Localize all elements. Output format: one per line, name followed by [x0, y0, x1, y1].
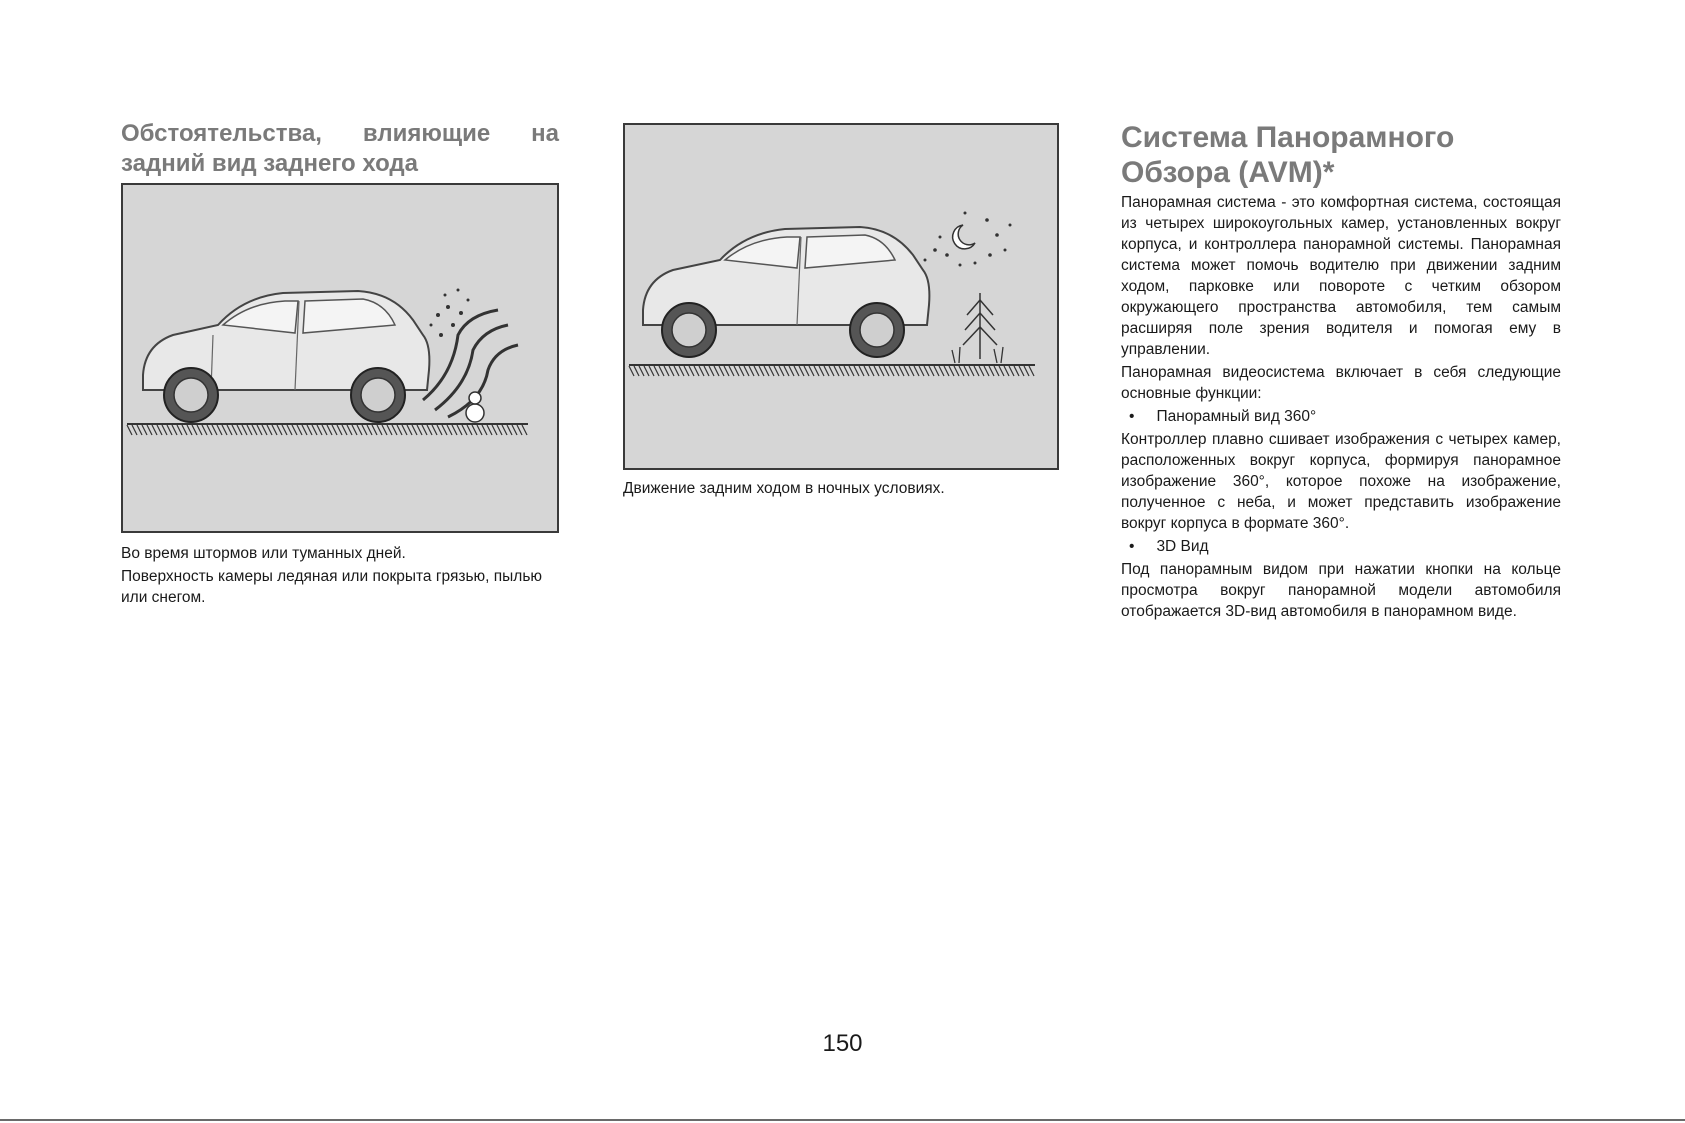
caption-storm: Во время штормов или туманных дней.	[121, 545, 406, 562]
snow-particles-icon	[430, 289, 470, 338]
caption-camera-surface: Поверхность камеры ледяная или покрыта грязью, пылью или снегом.	[121, 568, 543, 606]
section-heading-avm	[1121, 120, 1454, 190]
heading-word: влияющие	[362, 120, 491, 147]
moon-icon	[953, 225, 975, 249]
heading-word: Обстоятельства,	[121, 120, 322, 147]
car-icon	[643, 227, 929, 357]
paragraph: Контроллер плавно сшивает изображения с четырех камер, расположенных вокруг корпуса, формируя панорамное изображение 360°, которое похоже на изображение, полученное с неба, и может представить изображение вокруг корпуса в формате 360°.	[1121, 431, 1561, 532]
figure-storm-fog	[121, 183, 559, 533]
bottom-rule	[0, 1119, 1685, 1121]
paragraph: Панорамная видеосистема включает в себя следующие основные функции:	[1121, 364, 1561, 402]
avm-body-text	[1121, 192, 1561, 622]
section-heading-left	[121, 119, 559, 179]
car-icon	[143, 291, 429, 422]
bullet-text: Панорамный вид 360°	[1156, 408, 1317, 425]
paragraph: Под панорамным видом при нажатии кнопки на кольце просмотра вокруг панорамной модели автомобиля отображается 3D-вид автомобиля в панорамном виде.	[1121, 561, 1561, 620]
car-at-night-illustration	[625, 125, 1057, 468]
heading-line-2: задний вид заднего хода	[121, 150, 418, 177]
bullet-marker: •	[1129, 408, 1135, 425]
bullet-item	[1121, 536, 1561, 557]
heading-line-2: Обзора (AVM)*	[1121, 156, 1335, 189]
stars-icon	[924, 212, 1012, 267]
snowman-icon	[466, 392, 484, 422]
bullet-text: 3D Вид	[1156, 538, 1209, 555]
bullet-item	[1121, 406, 1561, 427]
tree-icon	[963, 293, 997, 359]
heading-line-1: Система Панорамного	[1121, 121, 1455, 154]
heading-word: на	[531, 120, 559, 147]
bullet-marker: •	[1129, 538, 1135, 555]
grass-icon	[952, 347, 1003, 363]
figure-night-driving	[623, 123, 1059, 470]
page-number: 150	[822, 1030, 863, 1057]
caption-night: Движение задним ходом в ночных условиях.	[623, 480, 945, 497]
paragraph: Панорамная система - это комфортная система, состоящая из четырех широкоугольных камер, установленных вокруг корпуса, и контроллера панорамной системы. Панорамная система может помочь водителю при движении задним ходом, парковке или повороте с четким обзором окружающего пространства автомобиля, тем самым расширяя поле зрения водителя и помогая ему в управлении.	[1121, 194, 1561, 358]
car-in-storm-illustration	[123, 185, 557, 531]
